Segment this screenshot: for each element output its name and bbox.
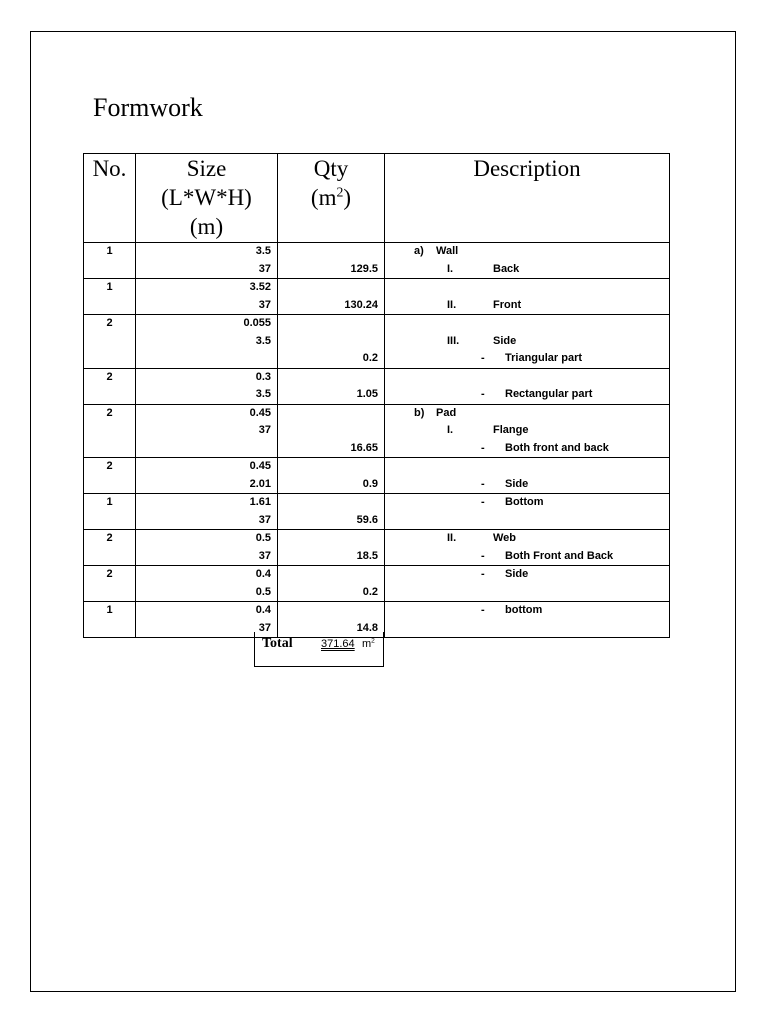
row-no: 2	[84, 458, 136, 494]
row-size: 0.4 37	[136, 602, 278, 638]
row-description: - Side	[385, 458, 670, 494]
row-qty: 0.2	[278, 566, 385, 602]
header-description: Description	[385, 154, 670, 243]
table-row	[84, 458, 670, 494]
formwork-table	[83, 153, 670, 638]
row-description: II. Front	[385, 279, 670, 315]
table-row	[84, 315, 670, 369]
row-description: - Bottom	[385, 494, 670, 530]
row-no: 2	[84, 368, 136, 404]
row-size: 1.61 37	[136, 494, 278, 530]
row-qty: 130.24	[278, 279, 385, 315]
row-no: 2	[84, 530, 136, 566]
total-box	[254, 632, 384, 667]
row-size: 0.3 3.5	[136, 368, 278, 404]
row-description: - Rectangular part	[385, 368, 670, 404]
row-qty: 59.6	[278, 494, 385, 530]
table-row	[84, 530, 670, 566]
row-qty: 129.5	[278, 243, 385, 279]
row-size: 0.45 2.01	[136, 458, 278, 494]
row-no: 1	[84, 279, 136, 315]
table-row	[84, 566, 670, 602]
header-no: No.	[84, 154, 136, 243]
row-description: II. Web - Both Front and Back	[385, 530, 670, 566]
row-description: - Side	[385, 566, 670, 602]
row-qty: 0.9	[278, 458, 385, 494]
header-qty: Qty $(m^2)$	[278, 154, 385, 243]
row-description: a) Wall I. Back	[385, 243, 670, 279]
table-row	[84, 243, 670, 279]
row-qty: 16.65	[278, 404, 385, 458]
row-description: b) Pad I. Flange - Both front and back	[385, 404, 670, 458]
header-size: Size (L*W*H) (m)	[136, 154, 278, 243]
row-size: 0.45 37	[136, 404, 278, 458]
total-unit: $m^2$	[362, 637, 375, 650]
table-row	[84, 404, 670, 458]
row-qty: 14.8	[278, 602, 385, 638]
row-size: 3.5 37	[136, 243, 278, 279]
row-size: 0.5 37	[136, 530, 278, 566]
row-no: 2	[84, 315, 136, 369]
total-label: Total	[262, 636, 293, 651]
row-size: 0.055 3.5	[136, 315, 278, 369]
row-size: 0.4 0.5	[136, 566, 278, 602]
table-row	[84, 279, 670, 315]
page-title: Formwork	[93, 93, 203, 122]
total-value: 371.64	[321, 638, 355, 650]
row-qty: 18.5	[278, 530, 385, 566]
row-qty: 1.05	[278, 368, 385, 404]
row-no: 2	[84, 404, 136, 458]
table-row	[84, 494, 670, 530]
row-no: 1	[84, 602, 136, 638]
row-qty: 0.2	[278, 315, 385, 369]
row-no: 2	[84, 566, 136, 602]
row-description: III. Side - Triangular part	[385, 315, 670, 369]
table-row	[84, 368, 670, 404]
row-description: - bottom	[385, 602, 670, 638]
row-no: 1	[84, 494, 136, 530]
row-no: 1	[84, 243, 136, 279]
row-size: 3.52 37	[136, 279, 278, 315]
header-row	[84, 154, 670, 243]
